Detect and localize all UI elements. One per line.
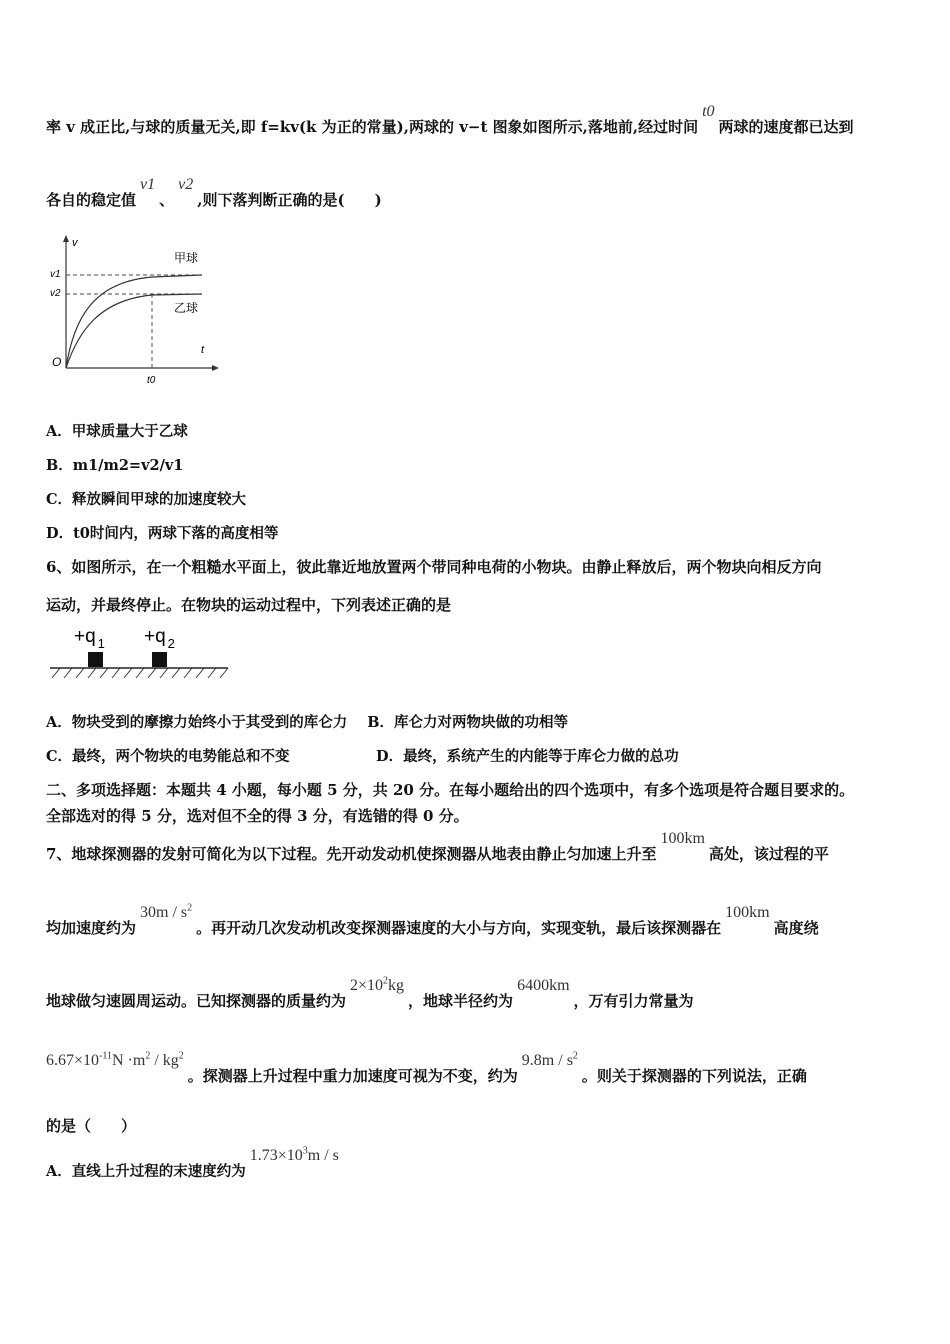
section2-heading-line-2: 全部选对的得 5 分，选对但不全的得 3 分，有选错的得 0 分。 xyxy=(46,807,469,825)
height-2: 100km xyxy=(725,904,770,921)
gravitational-constant: $6.67\times 10^{-11}N \cdot m^2 / kg^2$ xyxy=(46,1050,184,1069)
v2-formula: v2 xyxy=(178,176,194,193)
q6-options-row-1 xyxy=(46,711,568,732)
q5-line-2: 各自的稳定值v1、v2,则下落判断正确的是( ) xyxy=(46,176,382,209)
q6-option-b[interactable]: B．库仑力对两物块做的功相等 xyxy=(367,714,569,731)
q6-stem-line-2: 运动，并最终停止。在物块的运动过程中，下列表述正确的是 xyxy=(46,596,452,614)
q6-option-d[interactable]: D．最终，系统产生的内能等于库仑力做的总功 xyxy=(376,748,679,765)
height-1: 100km xyxy=(660,830,705,847)
curve-yi-label: 乙球 xyxy=(174,301,199,315)
q7-line-1: 7、地球探测器的发射可简化为以下过程。先开动发动机使探测器从地表由静止匀加速上升至100km高处，该过程的平 xyxy=(46,830,829,863)
charges-figure xyxy=(48,620,232,684)
acceleration: $30m / s^2$ xyxy=(140,902,193,921)
probe-mass: $2\times 10^2kg$ xyxy=(350,975,405,994)
v1-tick-label: v1 xyxy=(50,269,61,280)
block-1 xyxy=(88,652,103,667)
final-velocity: $1.73\times 10^3m / s$ xyxy=(249,1145,339,1164)
q6-option-a[interactable]: A．物块受到的摩擦力始终小于其受到的库仑力 xyxy=(46,714,348,731)
q5-option-d[interactable]: D．t0时间内，两球下落的高度相等 xyxy=(46,525,279,542)
curve-jia xyxy=(66,275,202,368)
v1-formula: v1 xyxy=(140,176,156,193)
section2-heading-line-1: 二、多项选择题：本题共 4 小题，每小题 5 分，共 20 分。在每小题给出的四个选项中，有多个选项是符合题目要求的。 xyxy=(46,781,855,799)
gravity-accel: $9.8m / s^2$ xyxy=(521,1050,578,1069)
q5-option-c[interactable]: C．释放瞬间甲球的加速度较大 xyxy=(46,491,247,508)
t0-tick-label: t0 xyxy=(147,375,156,386)
curve-jia-label: 甲球 xyxy=(174,251,199,265)
q7-line-2: 均加速度约为$30m / s^2$。再开动几次发动机改变探测器速度的大小与方向，实现变轨，最后该探测器在100km高度绕 xyxy=(46,902,819,937)
charge1-label: +q $_1$ xyxy=(74,626,105,651)
vt-graph xyxy=(44,232,224,392)
q5-option-a[interactable]: A．甲球质量大于乙球 xyxy=(46,423,188,440)
v-axis-label: v xyxy=(72,237,78,249)
q7-line-3: 地球做匀速圆周运动。已知探测器的质量约为$2\times 10^2kg$，地球半径约为6400km，万有引力常量为 xyxy=(46,975,694,1010)
origin-label: O xyxy=(52,355,62,369)
q5-option-b[interactable]: B．m1/m2=v2/v1 xyxy=(46,457,184,474)
q5-line-1: 率 v 成正比,与球的质量无关,即 f=kv(k 为正的常量),两球的 v−t 图象如图所示,落地前,经过时间t0两球的速度都已达到 xyxy=(46,103,854,136)
block-2 xyxy=(152,652,167,667)
q6-option-c[interactable]: C．最终，两个物块的电势能总和不变 xyxy=(46,748,290,765)
t0-formula: t0 xyxy=(702,103,715,120)
earth-radius: 6400km xyxy=(517,977,570,994)
charge2-label: +q $_2$ xyxy=(144,626,175,651)
q6-stem-line-1: 6、如图所示，在一个粗糙水平面上，彼此靠近地放置两个带同种电荷的小物块。由静止释放后，两个物块向相反方向 xyxy=(46,558,822,576)
q7-line-5: 的是（ ） xyxy=(46,1117,137,1135)
q7-option-a[interactable]: A．直线上升过程的末速度约为$1.73\times 10^3m / s$ xyxy=(46,1145,339,1180)
t-axis-label: t xyxy=(201,344,205,356)
v2-tick-label: v2 xyxy=(50,288,61,299)
q6-options-row-2 xyxy=(46,745,679,766)
q7-line-4: $6.67\times 10^{-11}N \cdot m^2 / kg^2$。探测器上升过程中重力加速度可视为不变，约为$9.8m / s^2$。则关于探测器的下列说法，正确 xyxy=(46,1050,807,1085)
